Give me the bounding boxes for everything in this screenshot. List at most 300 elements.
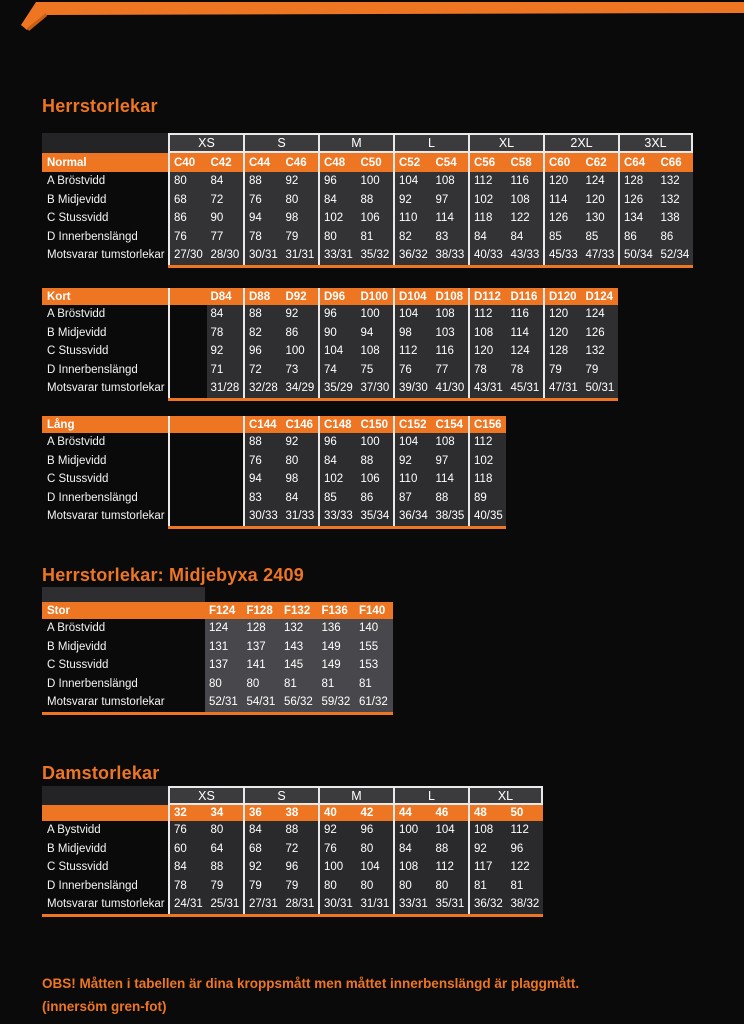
measurement-cell: 31/31 <box>360 898 390 911</box>
measurement-cell: 126 <box>549 212 569 225</box>
group-header-cell: L <box>393 786 468 805</box>
row-label: A Bröstvidd <box>47 436 106 449</box>
measurement-group <box>393 877 468 896</box>
measurement-group <box>168 172 243 191</box>
measurement-cell: 43/31 <box>474 382 503 395</box>
measurement-group <box>168 209 243 228</box>
measurement-cell: 79 <box>285 879 299 892</box>
measurement-cell: 92 <box>285 175 299 188</box>
measurement-group <box>468 246 543 265</box>
size-code-group <box>168 288 243 305</box>
measurement-cell: 86 <box>360 491 374 504</box>
measurement-cell: 120 <box>549 326 569 339</box>
measurement-cell: 83 <box>435 230 449 243</box>
size-code-group <box>393 805 468 821</box>
measurement-cell: 114 <box>435 212 454 225</box>
measurement-group <box>318 821 393 840</box>
group-header-spacer <box>42 786 168 805</box>
measurement-cell: 106 <box>360 212 380 225</box>
size-code-group <box>393 153 468 172</box>
measurement-cell: 100 <box>360 175 380 188</box>
measurement-group <box>543 361 618 380</box>
measurement-cell: 80 <box>174 175 187 188</box>
row-label: Motsvarar tumstorlekar <box>47 249 165 262</box>
table-row <box>42 209 693 228</box>
measurement-cell: 126 <box>624 193 644 206</box>
measurement-cell: 81 <box>360 230 374 243</box>
measurement-cell: 110 <box>399 212 418 225</box>
measurement-cell: 106 <box>360 473 380 486</box>
measurement-cell: 103 <box>435 326 455 339</box>
measurement-group <box>243 507 318 526</box>
measurement-cell: 104 <box>399 175 419 188</box>
measurement-cell: 28/30 <box>210 249 240 262</box>
measurement-cell: 108 <box>474 824 494 837</box>
footer-note-line2: (innersöm gren-fot) <box>42 999 167 1014</box>
measurement-group <box>618 228 693 247</box>
measurement-cell: 98 <box>399 326 412 339</box>
size-table-herr-normal <box>42 133 693 265</box>
measurement-cell: 134 <box>624 212 644 225</box>
measurement-group <box>243 191 318 210</box>
measurement-cell: 149 <box>321 659 341 672</box>
measurement-group <box>243 489 318 508</box>
measurement-cell: 39/30 <box>399 382 428 395</box>
table-row <box>42 191 693 210</box>
measurement-cell: 97 <box>435 193 449 206</box>
group-header-spacer <box>42 133 168 153</box>
measurement-cell: 31/31 <box>285 249 315 262</box>
measurement-cell <box>170 489 207 508</box>
measurement-cell: 84 <box>324 454 337 467</box>
measurement-group <box>393 470 468 489</box>
measurement-group <box>243 361 318 380</box>
section-title-damstorlekar: Damstorlekar <box>42 763 160 783</box>
table-row <box>42 452 506 471</box>
size-code-cell: D120 <box>549 290 577 303</box>
measurement-cell: 108 <box>435 308 455 321</box>
measurement-cell: 88 <box>435 842 449 855</box>
size-code-group <box>468 153 543 172</box>
measurement-cell: 114 <box>435 473 454 486</box>
measurement-group <box>393 209 468 228</box>
measurement-group <box>318 840 393 859</box>
measurement-group <box>318 489 393 508</box>
measurement-cell: 86 <box>174 212 187 225</box>
measurement-group <box>468 507 506 526</box>
group-header-cell: 2XL <box>543 133 618 153</box>
measurement-cell: 104 <box>399 436 419 449</box>
size-code-cell: D100 <box>360 290 388 303</box>
measurement-group <box>318 209 393 228</box>
measurement-cell: 54/31 <box>246 696 276 709</box>
measurement-cell: 80 <box>285 193 299 206</box>
table-band-label: Kort <box>47 290 71 303</box>
footer-note-line1: OBS! Måtten i tabellen är dina kroppsmått men måttet innerbenslängd är plaggmått. <box>42 976 580 991</box>
measurement-group <box>618 191 693 210</box>
measurement-cell: 84 <box>285 491 299 504</box>
size-code-group <box>205 602 393 619</box>
measurement-cell: 132 <box>585 345 605 358</box>
row-label: Motsvarar tumstorlekar <box>47 696 165 709</box>
measurement-cell: 126 <box>585 326 605 339</box>
measurement-cell <box>170 507 207 526</box>
measurement-cell: 82 <box>249 326 262 339</box>
size-code-group <box>468 416 506 433</box>
measurement-group <box>393 821 468 840</box>
measurement-cell: 76 <box>174 824 187 837</box>
measurement-cell: 132 <box>660 175 680 188</box>
row-label: C Stussvidd <box>47 212 109 225</box>
measurement-cell: 112 <box>474 436 493 449</box>
measurement-group <box>318 342 393 361</box>
measurement-group <box>468 228 543 247</box>
measurement-cell: 88 <box>360 193 374 206</box>
measurement-group <box>168 858 243 877</box>
measurement-cell: 94 <box>360 326 374 339</box>
measurement-cell: 114 <box>549 193 568 206</box>
measurement-group <box>168 228 243 247</box>
measurement-cell: 27/31 <box>249 898 278 911</box>
top-ribbon-decoration <box>0 0 744 40</box>
measurement-cell: 149 <box>321 640 341 653</box>
measurement-cell: 92 <box>285 308 299 321</box>
measurement-group <box>243 228 318 247</box>
measurement-cell: 94 <box>249 473 262 486</box>
measurement-cell: 88 <box>285 824 299 837</box>
measurement-cell: 130 <box>585 212 605 225</box>
measurement-group <box>318 433 393 452</box>
measurement-cell: 78 <box>210 326 224 339</box>
measurement-cell: 118 <box>474 212 493 225</box>
measurement-group <box>205 693 393 712</box>
measurement-group <box>393 228 468 247</box>
measurement-group <box>168 342 243 361</box>
measurement-group <box>243 821 318 840</box>
row-label: B Midjevidd <box>47 193 107 206</box>
measurement-cell: 96 <box>324 436 337 449</box>
measurement-cell: 112 <box>435 861 454 874</box>
measurement-group <box>468 305 543 324</box>
measurement-cell <box>170 324 207 343</box>
measurement-group <box>543 324 618 343</box>
measurement-group <box>393 489 468 508</box>
size-code-group <box>243 416 318 433</box>
measurement-cell: 84 <box>324 193 337 206</box>
table-row <box>42 305 618 324</box>
group-header-cell: 3XL <box>618 133 693 153</box>
measurement-group <box>468 191 543 210</box>
size-code-cell: 34 <box>210 807 224 819</box>
measurement-cell: 36/34 <box>399 510 428 523</box>
table-body <box>42 433 506 526</box>
measurement-cell: 124 <box>585 175 605 188</box>
table-row <box>42 246 693 265</box>
measurement-cell: 31/28 <box>210 382 240 395</box>
group-header-cell: L <box>393 133 468 153</box>
measurement-cell: 128 <box>246 622 266 635</box>
measurement-group <box>393 305 468 324</box>
table-row <box>42 342 618 361</box>
measurement-cell: 118 <box>474 473 493 486</box>
measurement-cell: 143 <box>284 640 304 653</box>
size-code-cell: F132 <box>284 604 311 617</box>
measurement-group <box>318 191 393 210</box>
measurement-cell: 86 <box>624 230 637 243</box>
measurement-cell: 85 <box>549 230 562 243</box>
size-code-cell <box>207 416 244 433</box>
measurement-cell: 79 <box>210 879 224 892</box>
size-code-cell: C66 <box>660 156 682 169</box>
size-code-cell: C60 <box>549 156 571 169</box>
measurement-group <box>168 507 243 526</box>
measurement-cell: 140 <box>359 622 379 635</box>
measurement-group <box>468 821 543 840</box>
row-label: D Innerbenslängd <box>47 230 138 243</box>
measurement-cell: 145 <box>284 659 304 672</box>
measurement-cell: 68 <box>249 842 262 855</box>
size-code-cell: C56 <box>474 156 496 169</box>
size-group-header-row <box>42 133 693 153</box>
measurement-cell: 38/33 <box>435 249 465 262</box>
measurement-cell: 72 <box>210 193 224 206</box>
measurement-cell: 84 <box>510 230 524 243</box>
size-code-cell: C44 <box>249 156 271 169</box>
measurement-cell: 80 <box>324 230 337 243</box>
measurement-group <box>168 840 243 859</box>
measurement-cell: 155 <box>359 640 379 653</box>
row-label: D Innerbenslängd <box>47 491 138 504</box>
measurement-cell: 76 <box>324 842 337 855</box>
measurement-cell: 36/32 <box>474 898 503 911</box>
measurement-cell: 81 <box>510 879 524 892</box>
measurement-group <box>243 895 318 914</box>
measurement-cell: 35/29 <box>324 382 353 395</box>
group-header-cell: XL <box>468 786 543 805</box>
size-code-cell: 46 <box>435 807 449 819</box>
size-code-cell: 32 <box>174 807 187 819</box>
measurement-group <box>618 209 693 228</box>
group-header-cell: M <box>318 786 393 805</box>
measurement-cell: 116 <box>435 345 454 358</box>
size-table-kort <box>42 288 618 398</box>
measurement-group <box>243 470 318 489</box>
measurement-group <box>168 191 243 210</box>
size-code-header-row <box>42 153 693 172</box>
size-code-group <box>318 153 393 172</box>
measurement-group <box>243 209 318 228</box>
measurement-group <box>393 191 468 210</box>
size-code-cell: C62 <box>585 156 607 169</box>
table-bottom-accent <box>168 526 506 529</box>
measurement-group <box>468 877 543 896</box>
size-code-cell: C42 <box>210 156 232 169</box>
row-label: B Midjevidd <box>47 842 107 855</box>
measurement-cell: 102 <box>324 473 344 486</box>
measurement-cell: 52/31 <box>209 696 238 709</box>
measurement-group <box>205 619 393 638</box>
measurement-cell: 96 <box>249 345 262 358</box>
size-code-cell: C64 <box>624 156 646 169</box>
measurement-cell: 120 <box>585 193 605 206</box>
measurement-cell: 120 <box>474 345 494 358</box>
size-code-cell: C150 <box>360 418 388 431</box>
measurement-cell: 108 <box>399 861 419 874</box>
measurement-cell: 102 <box>474 454 494 467</box>
measurement-cell: 96 <box>510 842 524 855</box>
measurement-cell: 77 <box>210 230 224 243</box>
measurement-group <box>318 228 393 247</box>
measurement-cell: 104 <box>399 308 419 321</box>
table-row <box>42 619 393 638</box>
size-code-cell: 36 <box>249 807 262 819</box>
table-row <box>42 379 618 398</box>
measurement-cell: 30/31 <box>324 898 353 911</box>
measurement-group <box>243 433 318 452</box>
measurement-group <box>168 489 243 508</box>
measurement-cell: 79 <box>249 879 262 892</box>
measurement-cell: 120 <box>549 308 569 321</box>
measurement-cell: 100 <box>360 308 380 321</box>
row-label: C Stussvidd <box>47 659 109 672</box>
measurement-cell: 37/30 <box>360 382 390 395</box>
measurement-cell: 114 <box>510 326 529 339</box>
measurement-cell <box>170 452 207 471</box>
size-code-cell: C152 <box>399 418 427 431</box>
measurement-group <box>468 895 543 914</box>
measurement-cell: 76 <box>174 230 187 243</box>
size-code-group <box>468 288 543 305</box>
measurement-cell: 112 <box>510 824 529 837</box>
size-code-cell: 50 <box>510 807 524 819</box>
row-label: A Bröstvidd <box>47 622 106 635</box>
measurement-cell <box>170 342 207 361</box>
measurement-cell: 64 <box>210 842 224 855</box>
measurement-cell: 50/34 <box>624 249 653 262</box>
measurement-cell: 80 <box>324 879 337 892</box>
table-band-label: Stor <box>47 604 70 617</box>
measurement-group <box>393 840 468 859</box>
measurement-cell: 116 <box>510 175 529 188</box>
measurement-cell <box>170 379 207 398</box>
measurement-group <box>318 172 393 191</box>
row-label: B Midjevidd <box>47 326 107 339</box>
size-code-group <box>543 288 618 305</box>
table-row <box>42 821 543 840</box>
measurement-cell: 35/31 <box>435 898 465 911</box>
table-band-label: Lång <box>47 418 75 431</box>
row-label: C Stussvidd <box>47 345 109 358</box>
size-code-cell: C50 <box>360 156 382 169</box>
size-code-cell: 40 <box>324 807 337 819</box>
row-label: B Midjevidd <box>47 454 107 467</box>
measurement-cell: 68 <box>174 193 187 206</box>
size-code-cell: 44 <box>399 807 412 819</box>
measurement-group <box>168 433 243 452</box>
measurement-cell: 43/33 <box>510 249 540 262</box>
measurement-cell: 40/33 <box>474 249 503 262</box>
measurement-cell: 78 <box>174 879 187 892</box>
table-row <box>42 693 393 712</box>
measurement-group <box>168 324 243 343</box>
measurement-cell: 116 <box>510 308 529 321</box>
measurement-cell: 104 <box>324 345 344 358</box>
table-body <box>42 821 543 914</box>
measurement-cell: 33/33 <box>324 510 353 523</box>
measurement-group <box>543 305 618 324</box>
measurement-cell: 80 <box>360 842 374 855</box>
footer-note <box>42 972 579 1018</box>
measurement-cell: 81 <box>474 879 487 892</box>
measurement-cell <box>207 470 244 489</box>
size-code-group <box>318 288 393 305</box>
measurement-cell: 96 <box>324 308 337 321</box>
measurement-cell: 85 <box>324 491 337 504</box>
measurement-cell: 71 <box>210 363 224 376</box>
size-code-cell: D104 <box>399 290 427 303</box>
measurement-cell: 84 <box>210 308 224 321</box>
row-label: A Bröstvidd <box>47 308 106 321</box>
row-label: Motsvarar tumstorlekar <box>47 382 165 395</box>
measurement-cell: 92 <box>324 824 337 837</box>
measurement-cell: 78 <box>474 363 487 376</box>
measurement-cell: 153 <box>359 659 379 672</box>
measurement-cell: 92 <box>285 436 299 449</box>
measurement-cell: 97 <box>435 454 449 467</box>
measurement-cell: 138 <box>660 212 680 225</box>
table-row <box>42 470 506 489</box>
measurement-cell: 78 <box>510 363 524 376</box>
row-label: Motsvarar tumstorlekar <box>47 898 165 911</box>
table-row <box>42 877 543 896</box>
size-code-cell: C148 <box>324 418 352 431</box>
measurement-group <box>468 172 543 191</box>
measurement-group <box>318 324 393 343</box>
measurement-cell: 47/31 <box>549 382 578 395</box>
measurement-cell: 38/32 <box>510 898 540 911</box>
row-label: A Bystvidd <box>47 824 101 837</box>
measurement-cell: 137 <box>246 640 266 653</box>
measurement-cell: 112 <box>474 308 493 321</box>
measurement-cell: 84 <box>474 230 487 243</box>
measurement-cell: 34/29 <box>285 382 315 395</box>
measurement-cell: 83 <box>249 491 262 504</box>
table-row <box>42 895 543 914</box>
measurement-cell: 108 <box>435 175 455 188</box>
measurement-group <box>468 470 506 489</box>
group-header-cell: S <box>243 786 318 805</box>
measurement-cell: 52/34 <box>660 249 690 262</box>
measurement-group <box>318 470 393 489</box>
measurement-group <box>318 361 393 380</box>
measurement-cell: 61/32 <box>359 696 388 709</box>
measurement-cell: 92 <box>399 454 412 467</box>
measurement-group <box>318 877 393 896</box>
row-label: B Midjevidd <box>47 640 107 653</box>
size-table-dam <box>42 786 543 914</box>
measurement-group <box>393 172 468 191</box>
table-row <box>42 324 618 343</box>
measurement-cell: 108 <box>435 436 455 449</box>
measurement-group <box>168 361 243 380</box>
row-label: Motsvarar tumstorlekar <box>47 510 165 523</box>
size-code-cell: C46 <box>285 156 307 169</box>
measurement-cell: 96 <box>360 824 374 837</box>
measurement-cell: 59/32 <box>321 696 351 709</box>
measurement-cell: 88 <box>210 861 224 874</box>
measurement-cell: 77 <box>435 363 449 376</box>
measurement-cell: 102 <box>474 193 494 206</box>
